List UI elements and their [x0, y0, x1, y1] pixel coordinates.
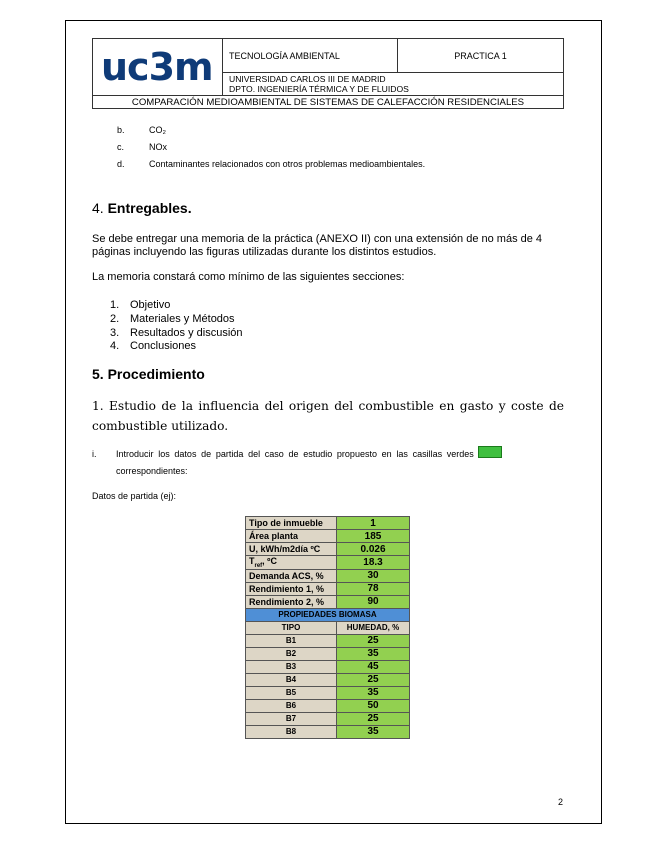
- input-data-table: [245, 516, 410, 739]
- university-department: [223, 73, 563, 95]
- input-cell[interactable]: 0.026: [337, 543, 410, 556]
- logo-cell: [93, 39, 223, 95]
- table-row: Área planta 185: [246, 530, 410, 543]
- input-cell[interactable]: 45: [337, 660, 410, 673]
- document-title: COMPARACIÓN MEDIOAMBIENTAL DE SISTEMAS DE CALEFACCIÓN RESIDENCIALES: [93, 95, 563, 109]
- input-cell[interactable]: 25: [337, 673, 410, 686]
- list-item: c. NOx: [117, 142, 167, 152]
- table-row: Rendimiento 2, % 90: [246, 595, 410, 608]
- course-name: TECNOLOGÍA AMBIENTAL: [223, 39, 398, 73]
- input-cell[interactable]: 78: [337, 582, 410, 595]
- section-5-heading: 5. Procedimiento: [92, 366, 205, 382]
- input-cell[interactable]: 1: [337, 517, 410, 530]
- document-header: [92, 38, 564, 109]
- input-cell[interactable]: 25: [337, 634, 410, 647]
- input-cell[interactable]: 35: [337, 686, 410, 699]
- input-cell[interactable]: 50: [337, 699, 410, 712]
- table-row: Rendimiento 1, % 78: [246, 582, 410, 595]
- section-4-paragraph-1: Se debe entregar una memoria de la práctica (ANEXO II) con una extensión de no más de 4 páginas incluyendo las figuras utilizadas durante los distintos estudios.: [92, 233, 543, 258]
- datos-label: Datos de partida (ej):: [92, 491, 177, 501]
- step-text-cont: correspondientes:: [116, 466, 188, 476]
- list-item: 2. Materiales y Métodos: [110, 312, 235, 325]
- input-cell[interactable]: 185: [337, 530, 410, 543]
- practice-label: PRACTICA 1: [398, 39, 563, 73]
- subsection-heading: 1. Estudio de la influencia del origen del combustible en gasto y coste de combustible utilizado.: [92, 399, 564, 433]
- step-text: Introducir los datos de partida del caso de estudio propuesto en las casillas verdes: [116, 449, 474, 459]
- table-row: B4 25: [246, 673, 410, 686]
- list-item: 3. Resultados y discusión: [110, 326, 243, 339]
- table-row: B2 35: [246, 647, 410, 660]
- input-cell[interactable]: 25: [337, 712, 410, 725]
- list-item: 4. Conclusiones: [110, 340, 197, 353]
- table-row: Tipo de inmueble 1: [246, 517, 410, 530]
- list-item: 1. Objetivo: [110, 299, 171, 311]
- list-item: d. Contaminantes relacionados con otros problemas medioambientales.: [117, 159, 426, 169]
- table-row: B6 50: [246, 699, 410, 712]
- table-row: Demanda ACS, % 30: [246, 569, 410, 582]
- department-name: DPTO. INGENIERÍA TÉRMICA Y DE FLUIDOS: [229, 84, 409, 94]
- step-number: i.: [92, 449, 97, 459]
- input-cell[interactable]: 90: [337, 595, 410, 608]
- green-cell-icon: [478, 446, 502, 458]
- table-row: U, kWh/m2día ºC 0.026: [246, 543, 410, 556]
- input-cell[interactable]: 18.3: [337, 556, 410, 570]
- university-name: UNIVERSIDAD CARLOS III DE MADRID: [229, 74, 386, 84]
- uc3m-logo: uc3m: [101, 45, 213, 89]
- section-4-heading: 4. Entregables.: [92, 200, 192, 216]
- list-item: b. CO₂: [117, 125, 166, 135]
- table-row: B3 45: [246, 660, 410, 673]
- table-row: $T_{ref}$, ºC 18.3: [246, 556, 410, 570]
- table-row: B5 35: [246, 686, 410, 699]
- page-number: 2: [558, 797, 564, 807]
- input-cell[interactable]: 35: [337, 725, 410, 738]
- input-cell[interactable]: 30: [337, 569, 410, 582]
- table-section-header: PROPIEDADES BIOMASA: [246, 608, 410, 621]
- table-row: B8 35: [246, 725, 410, 738]
- input-cell[interactable]: 35: [337, 647, 410, 660]
- table-row: B7 25: [246, 712, 410, 725]
- sections-list: [110, 299, 243, 354]
- table-row: B1 25: [246, 634, 410, 647]
- table-column-headers: TIPO HUMEDAD, %: [246, 621, 410, 634]
- section-4-paragraph-2: La memoria constará como mínimo de las siguientes secciones:: [92, 271, 405, 283]
